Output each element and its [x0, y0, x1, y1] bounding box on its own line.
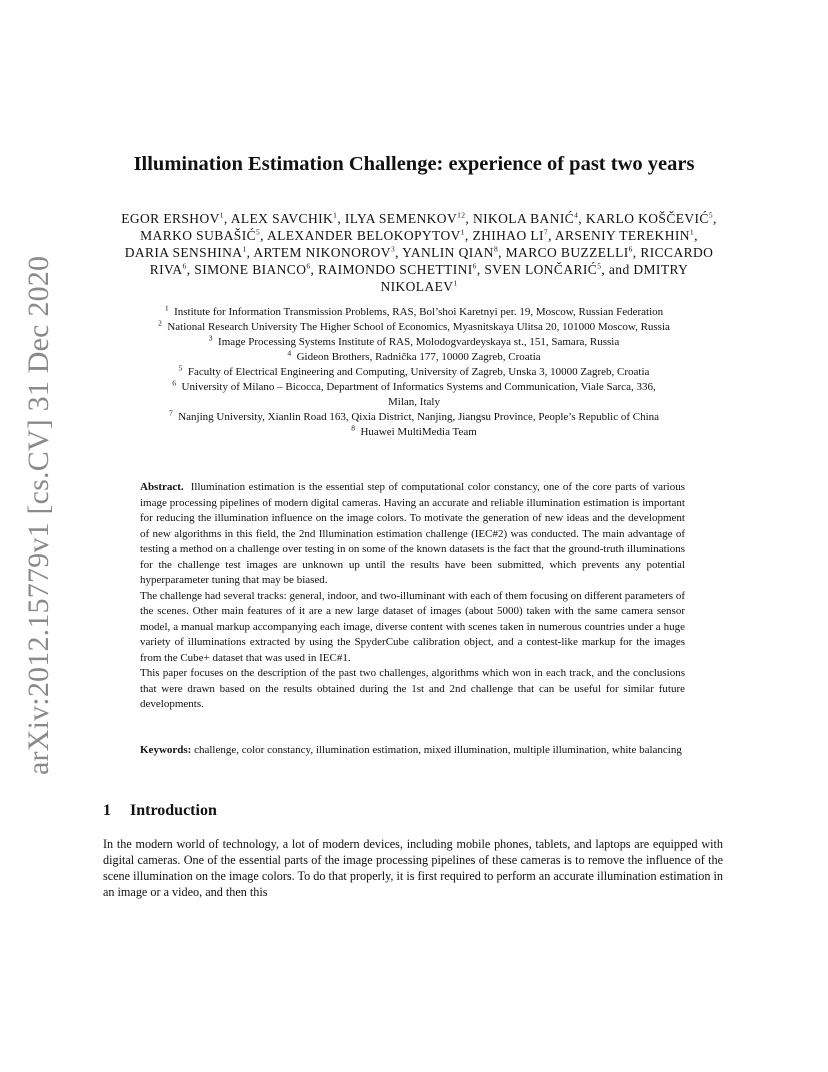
affiliation-marker: 6: [182, 261, 187, 271]
author-name: DARIA SENSHINA: [124, 245, 243, 260]
abstract-paragraph: [140, 480, 685, 589]
affiliation-marker: 5: [256, 227, 261, 237]
author-name: EGOR ERSHOV: [121, 211, 220, 226]
intro-paragraph: In the modern world of technology, a lot of modern devices, including mobile phones, tablets, and laptops are equipped with digital cameras. One of the essential parts of the image processing pipelines of these cameras is to remove the influence of the scene illumination on the image colors. To do that properly, it is first required to perform an accurate illumination estimation in an image or a video, and then this: [103, 837, 723, 899]
author-line: [95, 244, 743, 261]
author-line: [95, 210, 743, 227]
author-name: , ARTEM NIKONOROV: [246, 245, 391, 260]
affiliation-marker: 12: [457, 210, 466, 220]
author-name: RIVA: [149, 262, 183, 277]
affiliation-text: University of Milano – Bicocca, Department of Informatics Systems and Communication, Viale Sarca, 336,: [181, 381, 656, 393]
author-line: [95, 227, 743, 244]
affiliation-marker: 6: [306, 261, 311, 271]
affiliation-number: 2: [158, 318, 162, 328]
author-name: , ALEXANDER BELOKOPYTOV: [260, 228, 461, 243]
author-name: , ILYA SEMENKOV: [337, 211, 458, 226]
author-name: , and DMITRY: [601, 262, 689, 277]
section-title: Introduction: [130, 802, 217, 819]
affiliation-text: Gideon Brothers, Radnička 177, 10000 Zagreb, Croatia: [296, 351, 541, 363]
affiliation-line: [80, 365, 748, 380]
author-name: ,: [694, 228, 698, 243]
author-name: MARKO SUBAŠIĆ: [140, 228, 257, 243]
affiliation-number: 7: [168, 408, 173, 418]
affiliation-text: Institute for Information Transmission Problems, RAS, Bol’shoi Karetnyi per. 19, Moscow, Russian Federation: [174, 306, 664, 318]
author-name: , YANLIN QIAN: [395, 245, 494, 260]
affiliation-marker: 8: [493, 244, 499, 254]
author-name: , MARCO BUZZELLI: [498, 245, 629, 260]
affiliation-marker: 5: [597, 261, 602, 271]
abstract: [140, 480, 685, 713]
abstract-paragraph: The challenge had several tracks: general, indoor, and two-illuminant with each of them focusing on different parameters of the scenes. Other main features of it are a new large dataset of images (about 5000) taken with the same camera sensor model, a manual markup accompanying each image, diverse content with scenes taken in numerous countries under a huge variety of illuminations extracted by using the SpyderCube calibration object, and a contest-like markup for the images from the Cube+ dataset that was used in IEC#1.: [140, 589, 685, 664]
affiliation-marker: 6: [472, 261, 477, 271]
affiliation-text: Nanjing University, Xianlin Road 163, Qixia District, Nanjing, Jiangsu Province, People’s Republic of China: [178, 411, 660, 423]
author-name: , NIKOLA BANIĆ: [465, 211, 575, 226]
affiliation-text: National Research University The Higher School of Economics, Myasnitskaya Ulitsa 20, 101000 Moscow, Russia: [167, 321, 670, 333]
section-heading: [103, 800, 217, 822]
affiliation-line: [80, 425, 748, 440]
affiliation-marker: 7: [543, 227, 549, 237]
author-name: , ZHIHAO LI: [464, 228, 544, 243]
affiliation-marker: 1: [219, 210, 224, 220]
affiliation-list: [80, 305, 748, 440]
affiliation-number: 1: [164, 303, 169, 313]
affiliation-marker: 6: [628, 244, 633, 254]
affiliation-marker: 1: [453, 278, 458, 288]
affiliation-marker: 5: [708, 210, 713, 220]
affiliation-number: 5: [178, 363, 183, 373]
affiliation-text: Faculty of Electrical Engineering and Computing, University of Zagreb, Unska 3, 10000 Zagreb, Croatia: [187, 366, 650, 378]
affiliation-number: 6: [172, 378, 177, 388]
author-name: NIKOLAEV: [380, 279, 454, 294]
intro-body: [103, 836, 723, 900]
affiliation-text: Image Processing Systems Institute of RAS, Molodogvardeyskaya st., 151, Samara, Russia: [218, 336, 620, 348]
affiliation-line: [80, 305, 748, 320]
affiliation-text: Huawei MultiMedia Team: [360, 426, 477, 438]
arxiv-side-stamp: arXiv:2012.15779v1 [cs.CV] 31 Dec 2020: [22, 255, 55, 775]
affiliation-line: [80, 410, 748, 425]
author-name: , KARLO KOŠČEVIĆ: [578, 211, 709, 226]
author-line: [95, 278, 743, 295]
author-name: , RICCARDO: [632, 245, 714, 260]
keywords: [140, 743, 685, 759]
affiliation-marker: 1: [242, 244, 247, 254]
affiliation-marker: 3: [390, 244, 396, 254]
affiliation-line: [80, 320, 748, 335]
abstract-label: Abstract.: [140, 481, 184, 493]
author-line: [95, 261, 743, 278]
affiliation-line: [80, 335, 748, 350]
affiliation-marker: 1: [333, 210, 338, 220]
abstract-text: Illumination estimation is the essential step of computational color constancy, one of the core parts of various image processing pipelines of modern digital cameras. Having an accurate and reliable illumination estimation is important for reducing the illumination influence on the image colors. To motivate the generation of new ideas and the development of new algorithms in this field, the 2nd Illumination estimation challenge (IEC#2) was conducted. The main advantage of testing a method on a challenge over testing in on some of the known datasets is the fact that the ground-truth illuminations for the challenge test images are unknown up until the results have been submitted, which prevents any potential hyperparameter tuning that may be biased.: [140, 481, 685, 586]
affiliation-number: 8: [351, 423, 355, 433]
affiliation-number: 4: [287, 348, 292, 358]
section-number: 1: [103, 802, 111, 819]
affiliation-line: [80, 395, 748, 410]
affiliation-text: Milan, Italy: [388, 396, 440, 408]
author-name: , ALEX SAVCHIK: [223, 211, 334, 226]
author-name: ,: [712, 211, 717, 226]
affiliation-number: 3: [208, 333, 213, 343]
author-name: , ARSENIY TEREKHIN: [548, 228, 690, 243]
affiliation-marker: 1: [460, 227, 465, 237]
affiliation-marker: 1: [689, 227, 695, 237]
author-name: , SIMONE BIANCO: [186, 262, 307, 277]
author-name: , SVEN LONČARIĆ: [476, 262, 598, 277]
keywords-label: Keywords:: [140, 744, 192, 756]
keywords-text: challenge, color constancy, illumination estimation, mixed illumination, multiple illumination, white balancing: [194, 744, 682, 756]
author-name: , RAIMONDO SCHETTINI: [310, 262, 473, 277]
paper-title: Illumination Estimation Challenge: experience of past two years: [133, 153, 695, 175]
affiliation-marker: 4: [574, 210, 579, 220]
abstract-paragraph: This paper focuses on the description of the past two challenges, algorithms which won in each track, and the conclusions that were drawn based on the results obtained during the 1st and 2nd challenge that can be useful for similar future developments.: [140, 667, 685, 710]
author-list: [95, 210, 743, 295]
affiliation-line: [80, 380, 748, 395]
